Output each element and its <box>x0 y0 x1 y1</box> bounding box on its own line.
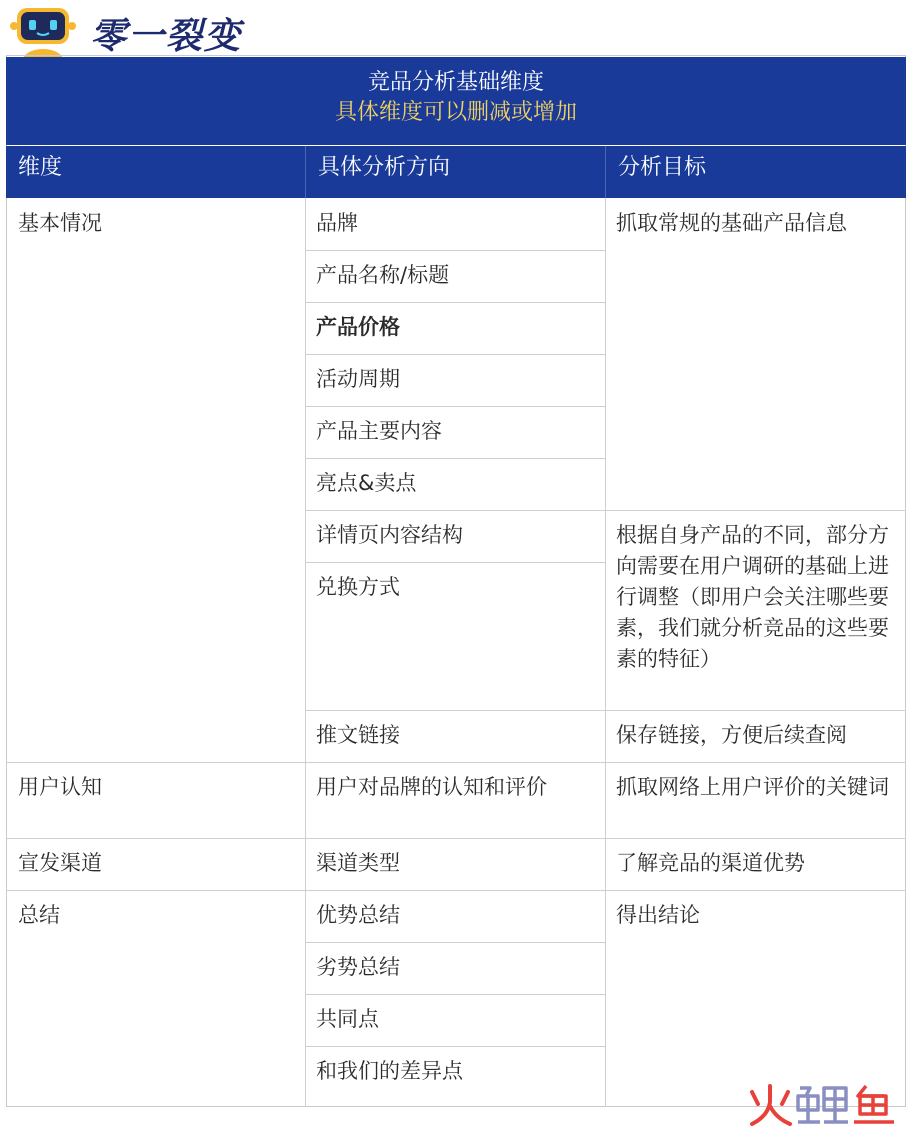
goal-cell: 得出结论 <box>616 903 700 927</box>
direction-cell: 产品主要内容 <box>316 419 442 443</box>
row-divider <box>306 510 906 511</box>
goal-cell: 保存链接，方便后续查阅 <box>616 723 847 747</box>
direction-cell: 和我们的差异点 <box>316 1059 463 1083</box>
goal-cell: 根据自身产品的不同，部分方向需要在用户调研的基础上进行调整（即用户会关注哪些要素，我们就分析竞品的这些要素的特征） <box>616 523 889 671</box>
table-banner <box>6 57 906 145</box>
section-divider <box>7 762 906 763</box>
row-divider <box>306 942 605 943</box>
direction-cell: 渠道类型 <box>316 851 400 875</box>
row-divider <box>306 458 605 459</box>
section-divider <box>7 838 906 839</box>
goal-cell: 了解竞品的渠道优势 <box>616 851 805 875</box>
row-divider <box>306 1046 605 1047</box>
direction-cell: 共同点 <box>316 1007 379 1031</box>
direction-cell: 详情页内容结构 <box>316 523 463 547</box>
section-divider <box>7 890 906 891</box>
row-divider <box>306 302 605 303</box>
direction-cell: 优势总结 <box>316 903 400 927</box>
direction-cell: 亮点&卖点 <box>316 471 417 495</box>
row-divider <box>306 250 605 251</box>
row-divider <box>306 354 605 355</box>
dimension-channel: 宣发渠道 <box>18 851 102 875</box>
direction-cell: 活动周期 <box>316 367 400 391</box>
direction-cell: 兑换方式 <box>316 575 400 599</box>
dimension-summary: 总结 <box>18 903 60 927</box>
row-divider <box>306 406 605 407</box>
direction-cell: 品牌 <box>316 211 358 235</box>
brand-logo <box>4 0 304 56</box>
watermark-logo-icon <box>744 1082 904 1128</box>
brand-name: 零一裂变 <box>90 16 243 57</box>
goal-cell: 抓取网络上用户评价的关键词 <box>616 775 889 799</box>
row-divider <box>306 562 605 563</box>
direction-cell: 用户对品牌的认知和评价 <box>316 775 547 799</box>
goal-cell: 抓取常规的基础产品信息 <box>616 211 847 235</box>
banner-title: 竞品分析基础维度 <box>367 70 544 95</box>
row-divider <box>306 710 906 711</box>
direction-cell: 劣势总结 <box>316 955 400 979</box>
header-divider <box>305 146 306 198</box>
row-divider <box>306 994 605 995</box>
direction-cell: 推文链接 <box>316 723 400 747</box>
direction-cell: 产品名称/标题 <box>316 263 450 287</box>
dimension-user: 用户认知 <box>18 775 102 799</box>
banner-subtitle: 具体维度可以删减或增加 <box>334 100 577 125</box>
direction-cell: 产品价格 <box>316 315 400 339</box>
header-goal: 分析目标 <box>606 146 906 198</box>
header-direction: 具体分析方向 <box>306 146 605 198</box>
header-dimension: 维度 <box>6 146 305 198</box>
header-divider <box>605 146 606 198</box>
dimension-basic: 基本情况 <box>18 211 102 235</box>
